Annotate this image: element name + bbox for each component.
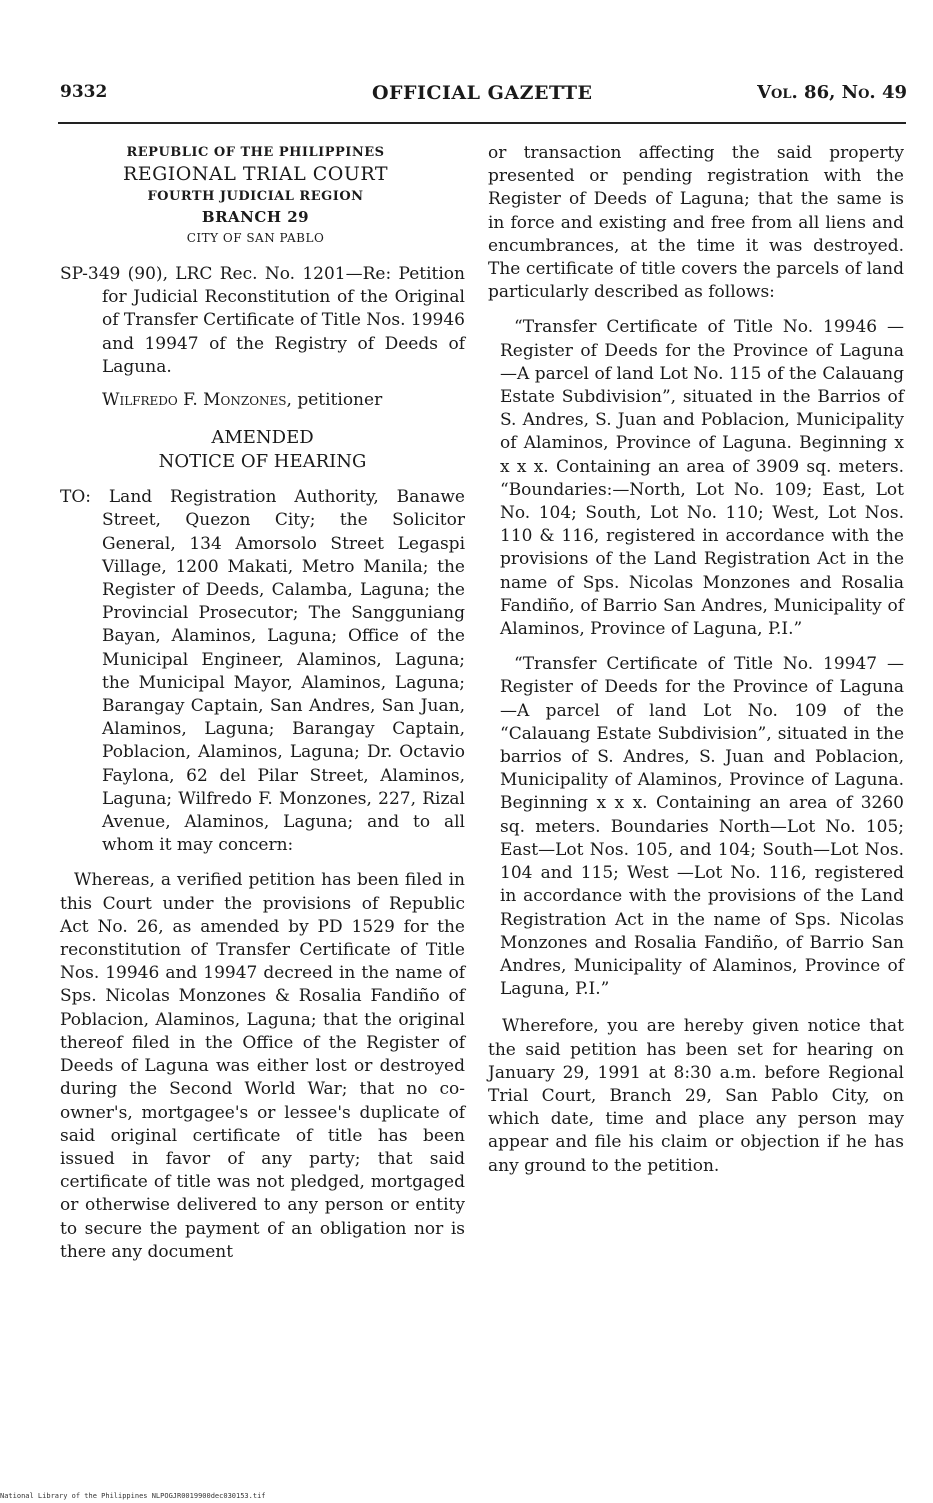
petitioner-name: Wilfredo F. Monzones, <box>102 390 292 411</box>
left-column <box>60 142 465 1264</box>
addressees: TO: Land Registration Authority, Banawe Street, Quezon City; the Solicitor General, 134 Amorsolo Street Legaspi Village, 1200 Makati, Metro Manila; the Register of Deeds, Calamba, Laguna; the Provincial Prosecutor; The Sangguniang Bayan, Alaminos, Laguna; Office of the Municipal Engineer, Alaminos, Laguna; the Municipal Mayor, Alaminos, Laguna; Barangay Captain, San Andres, San Juan, Alaminos, Laguna; Barangay Captain, Poblacion, Alaminos, Laguna; Dr. Octavio Faylona, 62 del Pilar Street, Alaminos, Laguna; Wilfredo F. Monzones, 227, Rizal Avenue, Alaminos, Laguna; and to all whom it may concern: <box>60 487 465 856</box>
scan-footer: National Library of the Philippines NLPOGJR0019900dec030153.tif <box>0 1492 266 1500</box>
title-19947-description: “Transfer Certificate of Title No. 19947 —Register of Deeds for the Province of Laguna—A parcel of land Lot No. 109 of the “Calauang Estate Subdivision”, situated in the barrios of S. Andres, S. Juan and Poblacion, Municipality of Alaminos, Province of Laguna. Beginning x x x. Containing an area of 3260 sq. meters. Boundaries North—Lot No. 105; East—Lot Nos. 105, and 104; South—Lot Nos. 104 and 115; West —Lot No. 116, registered in accordance with the provisions of the Land Registration Act in the name of Sps. Nicolas Monzones and Rosalia Fandiño, of Barrio San Andres, Municipality of Alaminos, Province of Laguna, P.I.” <box>500 654 904 1000</box>
wherefore-paragraph: Wherefore, you are hereby given notice that the said petition has been set for hearing on January 29, 1991 at 8:30 a.m. before Regional Trial Court, Branch 29, San Pablo City, on which date, time and place any person may appear and file his claim or objection if he has any ground to the petition. <box>488 1016 904 1176</box>
branch-number: BRANCH 29 <box>201 208 310 226</box>
judicial-region: FOURTH JUDICIAL REGION <box>147 189 364 204</box>
whereas-paragraph: Whereas, a verified petition has been filed in this Court under the provisions of Republic Act No. 26, as amended by PD 1529 for the reconstitution of Transfer Certificate of Title Nos. 19946 and 19947 decreed in the name of Sps. Nicolas Monzones & Rosalia Fandiño of Poblacion, Alaminos, Laguna; that the original thereof filed in the Office of the Register of Deeds of Laguna was either lost or destroyed during the Second World War; that no co-owner's, mortgagee's or lessee's duplicate of said original certificate of title has been issued in favor of any party; that said certificate of title was not pledged, mortgaged or otherwise delivered to any person or entity to secure the payment of an obligation nor is there any document <box>60 870 465 1262</box>
page-number: 9332 <box>60 82 108 102</box>
petitioner-role: petitioner <box>297 390 383 411</box>
republic-heading: REPUBLIC OF THE PHILIPPINES <box>126 145 385 160</box>
continuation-paragraph: or transaction affecting the said property presented or pending registration with the Register of Deeds of Laguna; that the same is in force and existing and free from all liens and encumbrances, at the time it was destroyed. The certificate of title covers the parcels of land particularly described as follows: <box>488 143 904 303</box>
header-rule <box>58 122 906 124</box>
right-column <box>488 142 904 1178</box>
court-name: REGIONAL TRIAL COURT <box>122 163 389 185</box>
case-reference: SP-349 (90), LRC Rec. No. 1201—Re: Petition for Judicial Reconstitution of the Original of Transfer Certificate of Title Nos. 19946 and 19947 of the Registry of Deeds of Laguna. <box>60 264 466 377</box>
city-name: CITY OF SAN PABLO <box>186 231 325 245</box>
publication-title: OFFICIAL GAZETTE <box>372 82 593 104</box>
page-header <box>0 82 933 118</box>
volume-number: Vol. 86, No. 49 <box>757 82 907 103</box>
notice-heading-line2: NOTICE OF HEARING <box>158 451 367 473</box>
petitioner-line <box>60 389 465 412</box>
notice-heading-line1: AMENDED <box>211 427 314 449</box>
title-19946-description: “Transfer Certificate of Title No. 19946 —Register of Deeds for the Province of Laguna—A parcel of land Lot No. 115 of the Calauang Estate Subdivision”, situated in the Barrios of S. Andres, S. Juan and Poblacion, Municipality of Alaminos, Province of Laguna. Beginning x x x x. Containing an area of 3909 sq. meters. “Boundaries:—North, Lot No. 109; East, Lot No. 104; South, Lot No. 110; West, Lot Nos. 110 & 116, registered in accordance with the provisions of the Land Registration Act in the name of Sps. Nicolas Monzones and Rosalia Fandiño, of Barrio San Andres, Municipality of Alaminos, Province of Laguna, P.I.” <box>500 317 904 640</box>
